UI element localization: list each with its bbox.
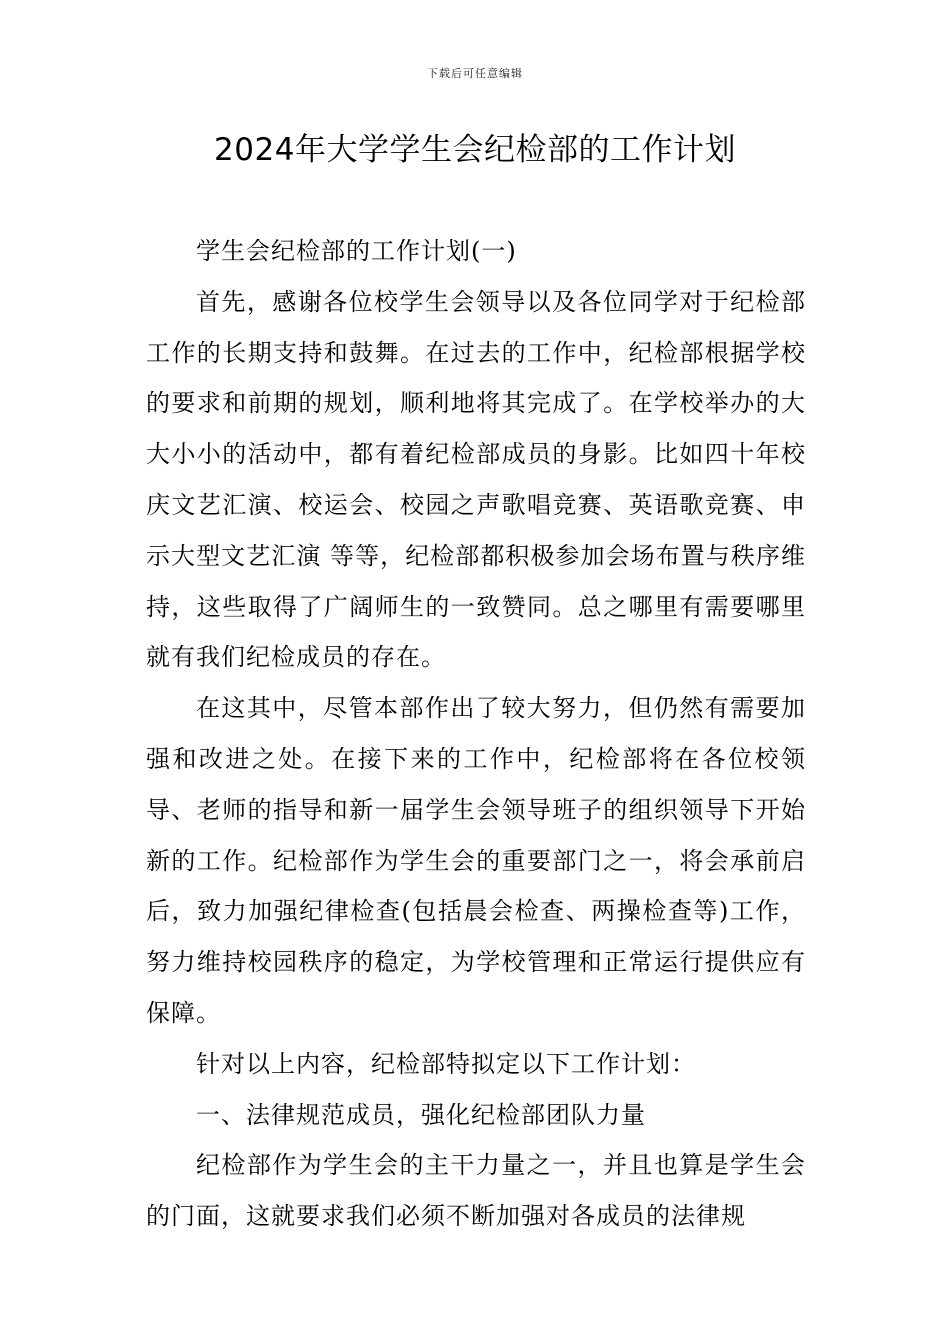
section-heading-plan-one: 学生会纪检部的工作计划(一): [196, 237, 517, 265]
document-title: 2024年大学学生会纪检部的工作计划: [214, 132, 736, 168]
document-body: [146, 226, 806, 1242]
paragraph-gratitude: 首先，感谢各位校学生会领导以及各位同学对于纪检部工作的长期支持和鼓舞。在过去的工作中，纪检部根据学校的要求和前期的规划，顺利地将其完成了。在学校举办的大大小小的活动中，都有着纪检部成员的身影。比如四十年校庆文艺汇演、校运会、校园之声歌唱竞赛、英语歌竞赛、申示大型文艺汇演 等等，纪检部都积极参加会场布置与秩序维持，这些取得了广阔师生的一致赞同。总之哪里有需要哪里就有我们纪检成员的存在。: [146, 287, 806, 672]
paragraph-improvement: 在这其中，尽管本部作出了较大努力，但仍然有需要加强和改进之处。在接下来的工作中，纪检部将在各位校领导、老师的指导和新一届学生会领导班子的组织领导下开始新的工作。纪检部作为学生会的重要部门之一，将会承前启后，致力加强纪律检查(包括晨会检查、两操检查等)工作，努力维持校园秩序的稳定，为学校管理和正常运行提供应有保障。: [146, 694, 806, 1027]
paragraph-item-one-body: 纪检部作为学生会的主干力量之一，并且也算是学生会的门面，这就要求我们必须不断加强对各成员的法律规: [146, 1151, 806, 1231]
section-heading-item-one: 一、法律规范成员，强化纪检部团队力量: [196, 1100, 646, 1129]
page-header-note: 下载后可任意编辑: [427, 67, 523, 80]
paragraph-plan-intro: 针对以上内容，纪检部特拟定以下工作计划：: [196, 1049, 696, 1078]
